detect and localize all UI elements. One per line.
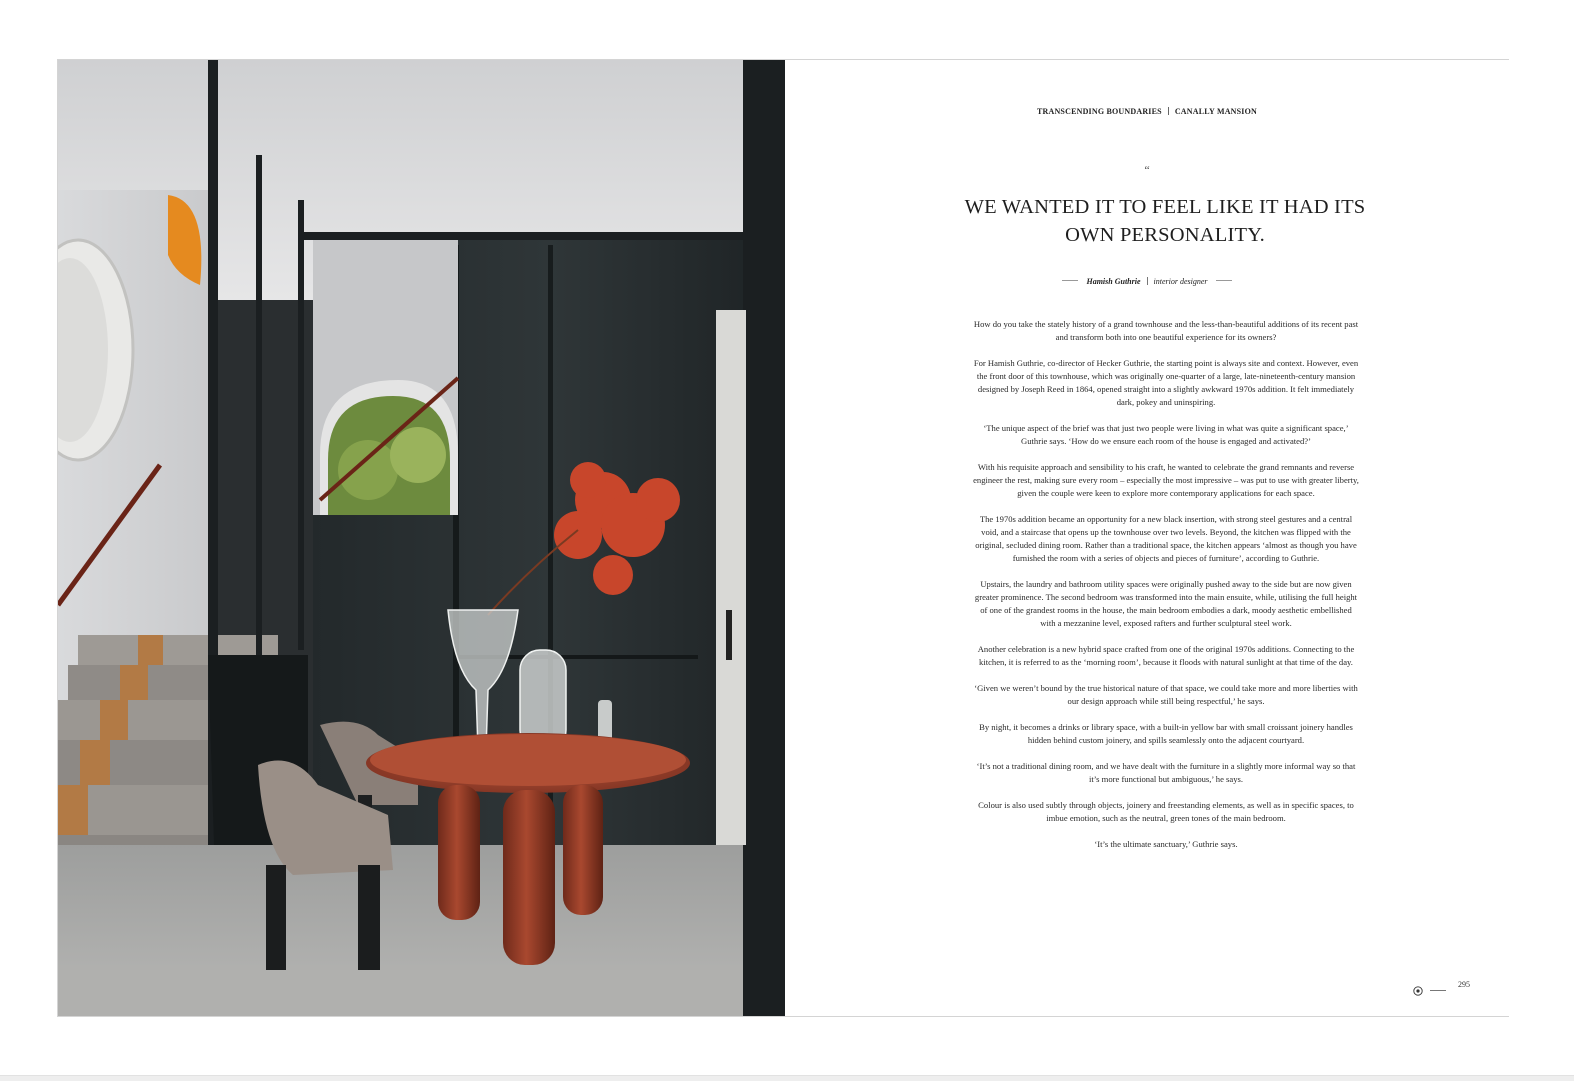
running-head bbox=[785, 107, 1509, 116]
page-number: 295 bbox=[1458, 980, 1470, 989]
paragraph: With his requisite approach and sensibility to his craft, he wanted to celebrate the grand remnants and reverse engineer the rest, making sure every room – especially the most impressive – was put to use with greater liberty, given the couple were keen to explore more contemporary applications for each space. bbox=[973, 462, 1359, 498]
magazine-spread bbox=[57, 59, 1509, 1017]
byline-dash-right bbox=[1216, 280, 1232, 281]
byline-dash-left bbox=[1062, 280, 1078, 281]
text-page bbox=[785, 60, 1509, 1016]
interior-photo bbox=[58, 60, 785, 1016]
paragraph: ‘It’s the ultimate sanctuary,’ Guthrie says. bbox=[1094, 839, 1238, 849]
paragraph: By night, it becomes a drinks or library space, with a built-in yellow bar with small croissant joinery handles hidden behind custom joinery, and spills seamlessly onto the adjacent courtyard. bbox=[979, 722, 1353, 745]
paragraph: ‘It’s not a traditional dining room, and we have dealt with the furniture in a slightly more informal way so that it’s more functional but ambiguous,’ he says. bbox=[976, 761, 1356, 784]
running-head-divider bbox=[1168, 107, 1169, 115]
paragraph: The 1970s addition became an opportunity for a new black insertion, with strong steel gestures and a central void, and a staircase that opens up the townhouse over two levels. Beyond, the kitchen was flipped with the original, secluded dining room. Rather than a traditional space, the kitchen appears ‘almost as though you have furnished the room with a series of objects and pieces of furniture’, according to Guthrie. bbox=[975, 514, 1357, 563]
viewer-bottom-bar bbox=[0, 1075, 1574, 1081]
paragraph: Colour is also used subtly through objects, joinery and freestanding elements, as well as in specific spaces, to imbue emotion, such as the neutral, green tones of the main bedroom. bbox=[978, 800, 1354, 823]
folio-target-icon bbox=[1413, 986, 1423, 996]
section-title: TRANSCENDING BOUNDARIES bbox=[1036, 107, 1162, 116]
byline-divider bbox=[1147, 277, 1148, 285]
paragraph: ‘Given we weren’t bound by the true historical nature of that space, we could take more and more liberties with our design approach while still being respectful,’ he says. bbox=[974, 683, 1358, 706]
paragraph: For Hamish Guthrie, co-director of Hecker Guthrie, the starting point is always site and context. However, even the front door of this townhouse, which was originally one-quarter of a large, late-nineteenth-century mansion designed by Joseph Reed in 1864, opened straight into a slightly awkward 1970s addition. It felt immediately dark, pokey and uninspiring. bbox=[973, 358, 1359, 407]
byline-role: interior designer bbox=[1153, 277, 1208, 286]
byline-name: Hamish Guthrie bbox=[1086, 277, 1141, 286]
folio-rule bbox=[1430, 990, 1446, 991]
article-body bbox=[973, 318, 1359, 864]
byline bbox=[785, 277, 1509, 286]
feature-title: CANALLY MANSION bbox=[1174, 107, 1258, 116]
quote-mark: “ bbox=[1144, 163, 1150, 177]
pull-quote: WE WANTED IT TO FEEL LIKE IT HAD ITS OWN PERSONALITY. bbox=[964, 196, 1366, 246]
paragraph: ‘The unique aspect of the brief was that just two people were living in what was quite a significant space,’ Guthrie says. ‘How do we ensure each room of the house is engaged and activated?’ bbox=[983, 423, 1349, 446]
paragraph: Upstairs, the laundry and bathroom utility spaces were originally pushed away to the side but are now given greater prominence. The second bedroom was transformed into the main ensuite, while, utilising the full height of one of the grandest rooms in the house, the main bedroom embodies a dark, moody aesthetic embellished with a mezzanine level, exposed rafters and further sculptural steel work. bbox=[974, 579, 1358, 628]
paragraph: How do you take the stately history of a grand townhouse and the less-than-beautiful additions of its recent past and transform both into one beautiful experience for its owners? bbox=[973, 319, 1359, 342]
paragraph: Another celebration is a new hybrid space crafted from one of the original 1970s additions. Connecting to the kitchen, it is referred to as the ‘morning room’, because it floods with natural sunlight at that time of the day. bbox=[977, 644, 1355, 667]
